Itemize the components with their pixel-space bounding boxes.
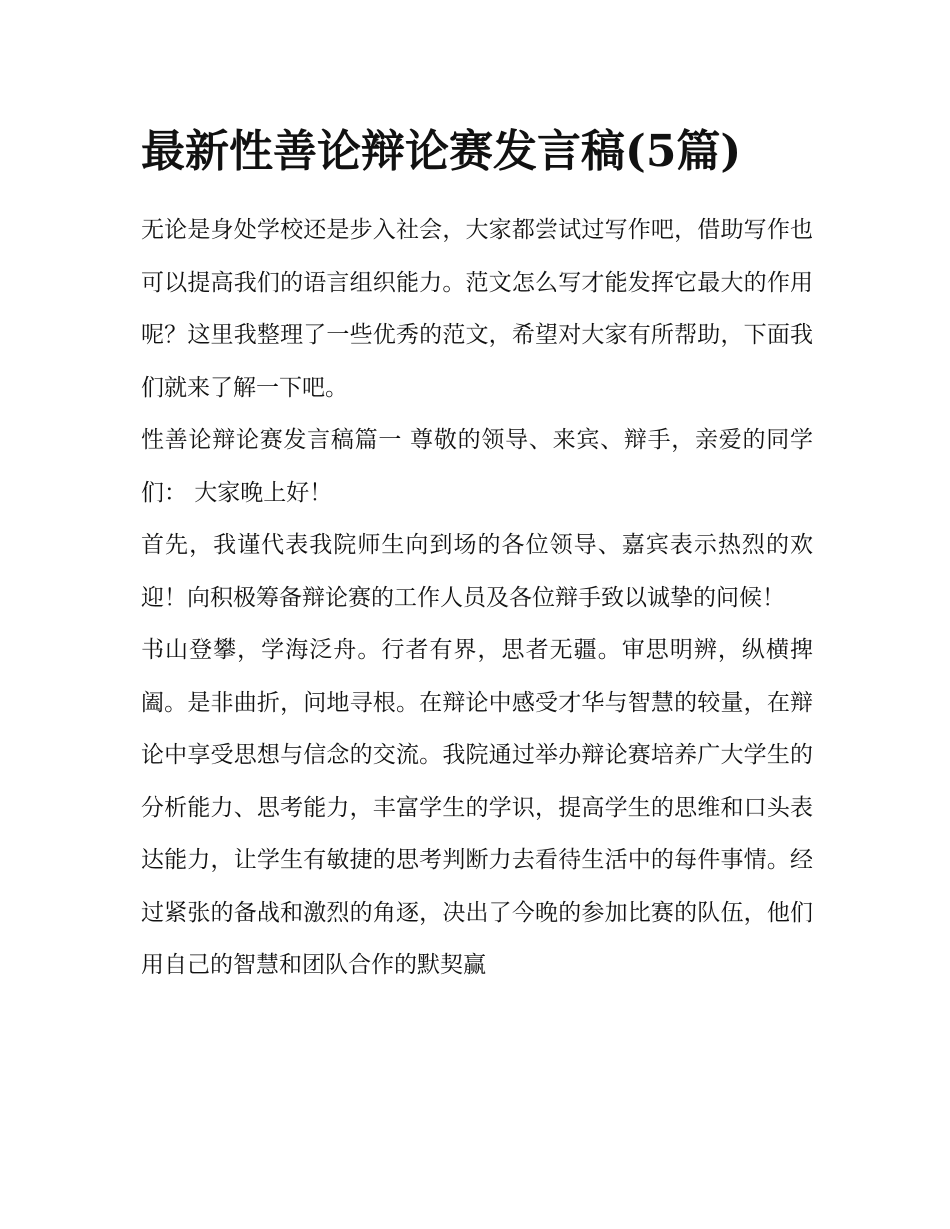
document-page [141, 112, 813, 992]
paragraph-main: 书山登攀，学海泛舟。行者有界，思者无疆。审思明辨，纵横捭阖。是非曲折，问地寻根。在辩论中感受才华与智慧的较量，在辩论中享受思想与信念的交流。我院通过举办辩论赛培养广大学生的分析能力、思考能力，丰富学生的学识，提高学生的思维和口头表达能力，让学生有敏捷的思考判断力去看待生活中的每件事情。经过紧张的备战和激烈的角逐，决出了今晚的参加比赛的队伍，他们用自己的智慧和团队合作的默契赢 [141, 637, 813, 978]
paragraph-intro: 无论是身处学校还是步入社会，大家都尝试过写作吧，借助写作也可以提高我们的语言组织能力。范文怎么写才能发挥它最大的作用呢？这里我整理了一些优秀的范文，希望对大家有所帮助，下面我们就来了解一下吧。 [141, 217, 813, 401]
paragraph-welcome: 首先，我谨代表我院师生向到场的各位领导、嘉宾表示热烈的欢迎！向积极筹备辩论赛的工作人员及各位辩手致以诚挚的问候！ [141, 532, 813, 611]
document-body [141, 204, 813, 992]
document-title: 最新性善论辩论赛发言稿(5篇) [141, 126, 742, 177]
paragraph-greeting: 性善论辩论赛发言稿篇一 尊敬的领导、来宾、辩手，亲爱的同学们： 大家晚上好！ [141, 427, 813, 506]
